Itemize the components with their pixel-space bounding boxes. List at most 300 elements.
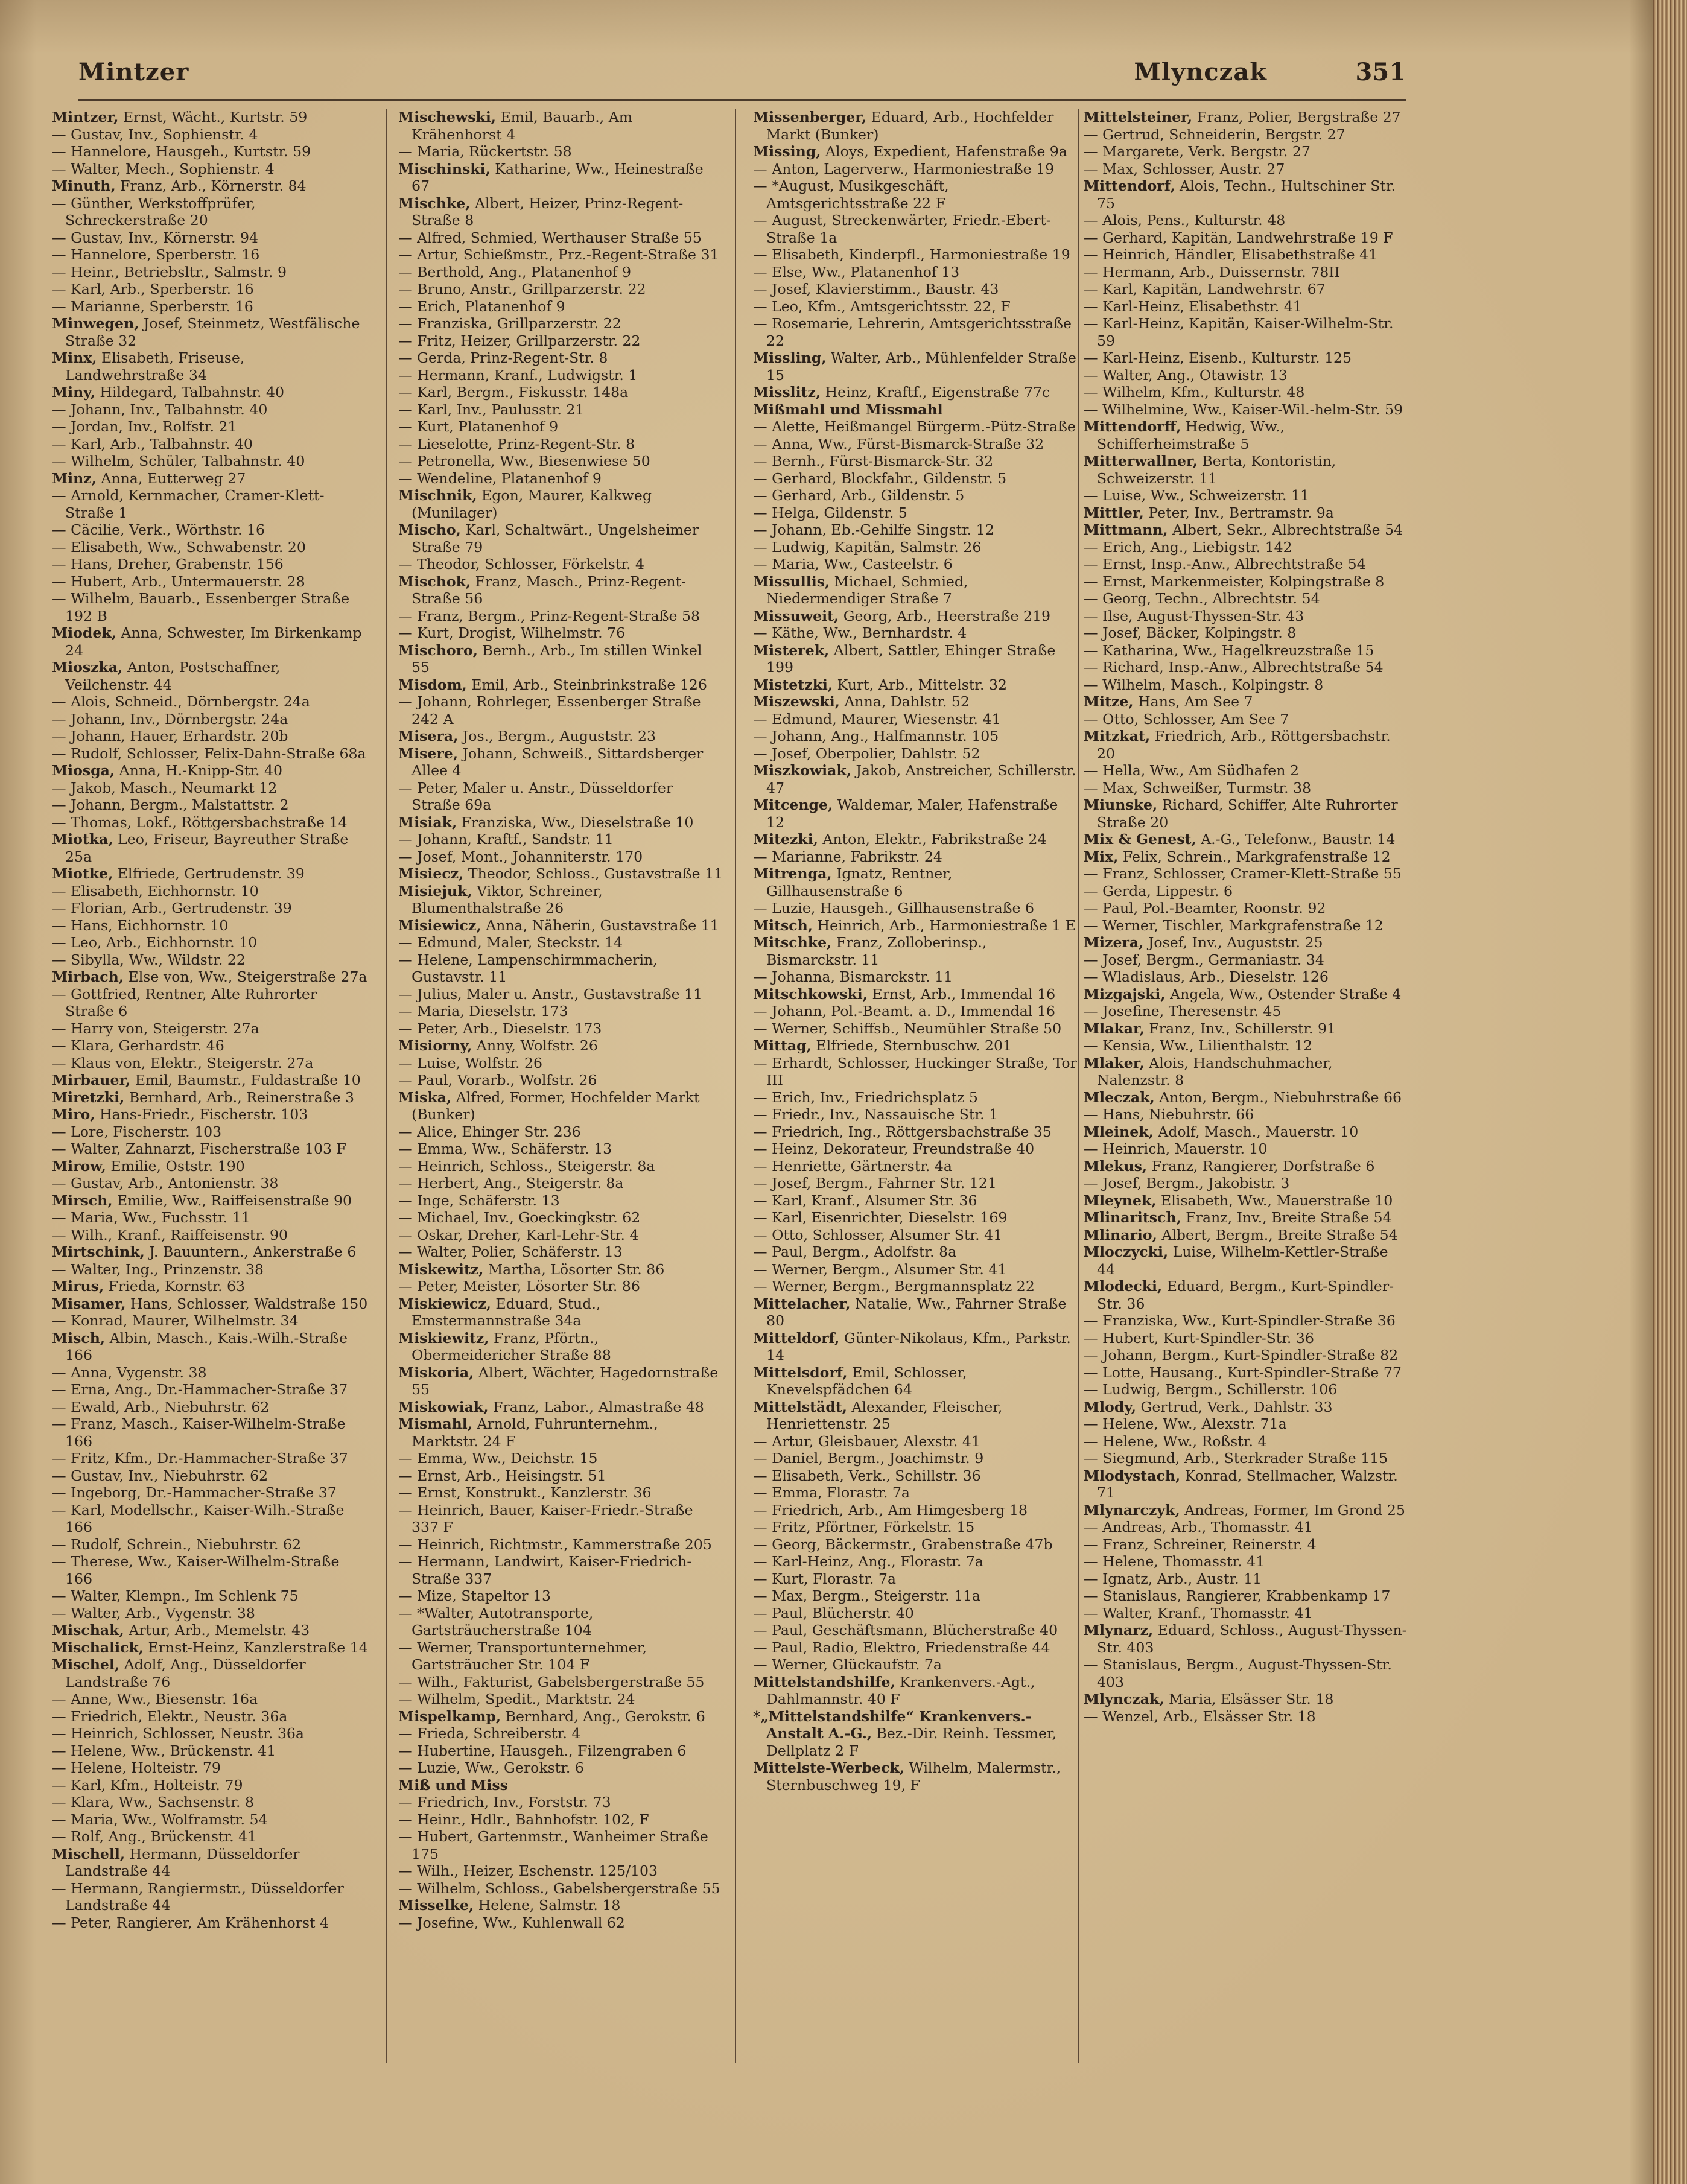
directory-entry: — Stanislaus, Bergm., August-Thyssen-Str. 403 — [1084, 1656, 1392, 1690]
directory-entry: Mlynarczyk, Andreas, Former, Im Grond 25 — [1084, 1501, 1405, 1519]
directory-entry: — Johann, Ang., Halfmannstr. 105 — [753, 728, 999, 744]
directory-entry: Minz, Anna, Eutterweg 27 — [52, 469, 246, 487]
directory-entry: — Georg, Techn., Albrechtstr. 54 — [1084, 590, 1320, 607]
directory-entry: Misiak, Franziska, Ww., Dieselstraße 10 — [398, 813, 694, 831]
directory-entry: — Herbert, Ang., Steigerstr. 8a — [398, 1175, 624, 1192]
directory-entry: Miskiewicz, Eduard, Stud., Emstermannstraße 34a — [398, 1295, 601, 1329]
directory-entry: — Johann, Bergm., Malstattstr. 2 — [52, 796, 289, 813]
directory-entry: — Siegmund, Arb., Sterkrader Straße 115 — [1084, 1450, 1388, 1467]
page-edges — [1653, 0, 1687, 2184]
directory-entry: — Johanna, Bismarckstr. 11 — [753, 968, 953, 985]
directory-entry: — Jordan, Inv., Rolfstr. 21 — [52, 418, 237, 435]
directory-entry: — Gerhard, Kapitän, Landwehrstraße 19 F — [1084, 229, 1393, 246]
directory-entry: Mix, Felix, Schrein., Markgrafenstraße 12 — [1084, 848, 1391, 865]
directory-entry: Miodek, Anna, Schwester, Im Birkenkamp 24 — [52, 624, 362, 659]
directory-entry: Mitteldorf, Günter-Nikolaus, Kfm., Parkstr. 14 — [753, 1329, 1071, 1363]
directory-entry: Mistetzki, Kurt, Arb., Mittelstr. 32 — [753, 676, 1008, 693]
directory-entry: — Julius, Maler u. Anstr., Gustavstraße 11 — [398, 985, 703, 1003]
directory-entry: Missullis, Michael, Schmied, Niedermendiger Straße 7 — [753, 573, 968, 607]
directory-entry: Mirbach, Else von, Ww., Steigerstraße 27a — [52, 968, 367, 985]
directory-entry: Misselke, Helene, Salmstr. 18 — [398, 1897, 621, 1914]
directory-entry: Mirtschink, J. Bauuntern., Ankerstraße 6 — [52, 1243, 357, 1260]
directory-entry: Mitezki, Anton, Elektr., Fabrikstraße 24 — [753, 831, 1047, 848]
directory-entry: — Maria, Rückertstr. 58 — [398, 143, 572, 160]
directory-entry: Misch, Albin, Masch., Kais.-Wilh.-Straße 166 — [52, 1329, 348, 1363]
gutter-shadow — [1629, 0, 1653, 2184]
page-number: 351 — [1355, 58, 1406, 86]
directory-entry: Mischak, Artur, Arb., Memelstr. 43 — [52, 1622, 310, 1639]
directory-entry: — Max, Schlosser, Austr. 27 — [1084, 160, 1285, 177]
directory-entry: — Gertrud, Schneiderin, Bergstr. 27 — [1084, 125, 1345, 143]
directory-entry: Miska, Alfred, Former, Hochfelder Markt (Bunker) — [398, 1088, 700, 1123]
directory-entry: — Erna, Ang., Dr.-Hammacher-Straße 37 — [52, 1381, 348, 1398]
directory-entry: Miotke, Elfriede, Gertrudenstr. 39 — [52, 865, 305, 882]
directory-entry: — Otto, Schlosser, Alsumer Str. 41 — [753, 1226, 1003, 1243]
directory-entry: — Luzie, Hausgeh., Gillhausenstraße 6 — [753, 900, 1034, 916]
directory-entry: — Wilhelm, Spedit., Marktstr. 24 — [398, 1690, 635, 1707]
directory-entry: — Klara, Ww., Sachsenstr. 8 — [52, 1794, 255, 1811]
directory-entry: — Maria, Dieselstr. 173 — [398, 1003, 568, 1020]
directory-entry: Mlinaritsch, Franz, Inv., Breite Straße 54 — [1084, 1209, 1392, 1226]
directory-entry: Minx, Elisabeth, Friseuse, Landwehrstraße 34 — [52, 349, 245, 384]
directory-entry: Mischel, Adolf, Ang., Düsseldorfer Landstraße 76 — [52, 1656, 306, 1690]
directory-entry: Missuweit, Georg, Arb., Heerstraße 219 — [753, 607, 1050, 624]
directory-entry: — Rosemarie, Lehrerin, Amtsgerichtsstraße 22 — [753, 315, 1072, 349]
directory-entry: Mizera, Josef, Inv., Auguststr. 25 — [1084, 934, 1323, 951]
directory-entry: — Paul, Radio, Elektro, Friedenstraße 44 — [753, 1639, 1050, 1656]
directory-entry: Missenberger, Eduard, Arb., Hochfelder Markt (Bunker) — [753, 109, 1054, 143]
directory-entry: — Gustav, Inv., Körnerstr. 94 — [52, 229, 259, 246]
directory-entry: Misslitz, Heinz, Kraftf., Eigenstraße 77c — [753, 384, 1050, 401]
directory-entry: — Artur, Schießmstr., Prz.-Regent-Straße 31 — [398, 246, 719, 263]
directory-entry: — Hermann, Rangiermstr., Düsseldorfer Landstraße 44 — [52, 1879, 344, 1914]
directory-entry: *„Mittelstandshilfe“ Krankenvers.-Anstalt A.-G., Bez.-Dir. Reinh. Tessmer, Dellplatz 2 F — [753, 1707, 1057, 1759]
directory-entry: Misiejuk, Viktor, Schreiner, Blumenthalstraße 26 — [398, 882, 603, 916]
directory-entry: Misdom, Emil, Arb., Steinbrinkstraße 126 — [398, 676, 707, 693]
directory-entry: — Karl, Eisenrichter, Dieselstr. 169 — [753, 1209, 1008, 1226]
directory-entry: Miskewitz, Martha, Lösorter Str. 86 — [398, 1260, 665, 1278]
directory-entry: — Max, Schweißer, Turmstr. 38 — [1084, 779, 1312, 796]
directory-entry: — Luzie, Ww., Gerokstr. 6 — [398, 1759, 584, 1776]
directory-entry: Mittelstandshilfe, Krankenvers.-Agt., Dahlmannstr. 40 F — [753, 1673, 1035, 1707]
directory-entry: Miretzki, Bernhard, Arb., Reinerstraße 3 — [52, 1088, 355, 1106]
directory-entry: — Karl-Heinz, Ang., Florastr. 7a — [753, 1553, 983, 1570]
directory-entry: Mispelkamp, Bernhard, Ang., Gerokstr. 6 — [398, 1707, 705, 1725]
directory-entry: — Paul, Vorarb., Wolfstr. 26 — [398, 1071, 597, 1088]
directory-entry: — Walter, Mech., Sophienstr. 4 — [52, 160, 275, 177]
directory-entry: — Erich, Platanenhof 9 — [398, 297, 565, 315]
directory-entry: Mittelste-Werbeck, Wilhelm, Malermstr., Sternbuschweg 19, F — [753, 1759, 1061, 1794]
directory-entry: — Anton, Lagerverw., Harmoniestraße 19 — [753, 160, 1055, 177]
directory-entry: — Walter, Ang., Otawistr. 13 — [1084, 366, 1288, 384]
directory-entry: — Peter, Arb., Dieselstr. 173 — [398, 1020, 602, 1037]
directory-entry: Misere, Johann, Schweiß., Sittardsberger Allee 4 — [398, 744, 704, 779]
directory-entry: — Lotte, Hausang., Kurt-Spindler-Straße 77 — [1084, 1363, 1402, 1381]
directory-entry: — Gerda, Lippestr. 6 — [1084, 882, 1233, 900]
directory-entry: Mleinek, Adolf, Masch., Mauerstr. 10 — [1084, 1123, 1359, 1140]
directory-entry: — *Walter, Autotransporte, Gartsträucherstraße 104 — [398, 1604, 594, 1639]
directory-entry: — Heinrich, Bauer, Kaiser-Friedr.-Straße 337 F — [398, 1501, 693, 1535]
directory-entry: Mittelsteiner, Franz, Polier, Bergstraße 27 — [1084, 109, 1401, 125]
directory-entry: — Harry von, Steigerstr. 27a — [52, 1020, 259, 1037]
directory-entry: — Bernh., Fürst-Bismarck-Str. 32 — [753, 452, 994, 469]
directory-entry: — Heinrich, Händler, Elisabethstraße 41 — [1084, 246, 1378, 263]
directory-entry: — Cäcilie, Verk., Wörthstr. 16 — [52, 521, 265, 538]
directory-entry: — Wilhelm, Masch., Kolpingstr. 8 — [1084, 676, 1324, 693]
directory-entry: — Karl-Heinz, Kapitän, Kaiser-Wilhelm-Str. 59 — [1084, 315, 1394, 349]
directory-entry: — Lieselotte, Prinz-Regent-Str. 8 — [398, 435, 635, 452]
directory-entry: — Gustav, Inv., Niebuhrstr. 62 — [52, 1467, 268, 1484]
directory-entry: — Kensia, Ww., Lilienthalstr. 12 — [1084, 1037, 1313, 1054]
header-rule — [78, 99, 1406, 101]
directory-entry: — Kurt, Platanenhof 9 — [398, 418, 559, 435]
directory-entry: — Walter, Klempn., Im Schlenk 75 — [52, 1587, 299, 1604]
directory-entry: — Walter, Arb., Vygenstr. 38 — [52, 1604, 255, 1622]
directory-entry: Mitcenge, Waldemar, Maler, Hafenstraße 12 — [753, 796, 1058, 831]
directory-entry: — Karl, Inv., Paulusstr. 21 — [398, 401, 585, 418]
directory-entry: Miszewski, Anna, Dahlstr. 52 — [753, 693, 970, 710]
directory-entry: — Friedrich, Arb., Am Himgesberg 18 — [753, 1501, 1028, 1519]
directory-entry: — Anna, Vygenstr. 38 — [52, 1363, 207, 1381]
directory-entry: Mittelsdorf, Emil, Schlosser, Knevelspfädchen 64 — [753, 1363, 967, 1398]
directory-entry: Misera, Jos., Bergm., Auguststr. 23 — [398, 728, 656, 744]
directory-entry: Mlynczak, Maria, Elsässer Str. 18 — [1084, 1690, 1334, 1707]
directory-entry: — Friedrich, Inv., Forststr. 73 — [398, 1794, 611, 1811]
directory-entry: Mischalick, Ernst-Heinz, Kanzlerstraße 14 — [52, 1639, 368, 1656]
directory-entry: Miosga, Anna, H.-Knipp-Str. 40 — [52, 762, 283, 779]
column-divider — [735, 109, 736, 2063]
directory-entry: Miskiewitz, Franz, Pförtn., Obermeidericher Straße 88 — [398, 1329, 611, 1363]
directory-entry: Miß und Miss — [398, 1776, 508, 1794]
directory-entry: — Jakob, Masch., Neumarkt 12 — [52, 779, 278, 796]
directory-entry: — Richard, Insp.-Anw., Albrechtstraße 54 — [1084, 659, 1384, 676]
directory-entry: Mittendorf, Alois, Techn., Hultschiner Str. 75 — [1084, 177, 1396, 212]
directory-entry: — Hermann, Arb., Duissernstr. 78II — [1084, 263, 1340, 281]
directory-entry: — Helene, Thomasstr. 41 — [1084, 1553, 1265, 1570]
directory-entry: — Werner, Tischler, Markgrafenstraße 12 — [1084, 916, 1384, 934]
directory-entry: — Gerhard, Arb., Gildenstr. 5 — [753, 487, 965, 504]
directory-entry: — Friedrich, Ing., Röttgersbachstraße 35 — [753, 1123, 1052, 1140]
directory-entry: Missing, Aloys, Expedient, Hafenstraße 9a — [753, 143, 1067, 160]
directory-entry: — Johann, Inv., Dörnbergstr. 24a — [52, 710, 288, 728]
directory-entry: — Heinrich, Schloss., Steigerstr. 8a — [398, 1157, 655, 1175]
directory-entry: — Andreas, Arb., Thomasstr. 41 — [1084, 1519, 1313, 1535]
directory-entry: — Josef, Oberpolier, Dahlstr. 52 — [753, 744, 980, 762]
directory-entry: — Josef, Bergm., Jakobistr. 3 — [1084, 1175, 1290, 1192]
directory-entry: — Wilhelm, Kfm., Kulturstr. 48 — [1084, 384, 1305, 401]
directory-entry: Mlaker, Alois, Handschuhmacher, Nalenzstr. 8 — [1084, 1054, 1333, 1088]
directory-entry: — Gustav, Arb., Antonienstr. 38 — [52, 1175, 279, 1192]
running-head — [78, 58, 1406, 94]
directory-entry: — August, Streckenwärter, Friedr.-Ebert-Straße 1a — [753, 212, 1051, 246]
directory-entry: — *August, Musikgeschäft, Amtsgerichtsstraße 22 F — [753, 177, 949, 212]
directory-entry: — Rudolf, Schrein., Niebuhrstr. 62 — [52, 1535, 302, 1553]
directory-entry: — Elisabeth, Ww., Schwabenstr. 20 — [52, 538, 306, 556]
directory-entry: — Hubert, Arb., Untermauerstr. 28 — [52, 573, 305, 590]
directory-entry: Mittelstädt, Alexander, Fleischer, Henriettenstr. 25 — [753, 1398, 1003, 1432]
directory-entry: — Marianne, Fabrikstr. 24 — [753, 848, 942, 865]
column-divider — [386, 109, 387, 2063]
directory-entry: — Fritz, Pförtner, Förkelstr. 15 — [753, 1519, 975, 1535]
directory-entry: — Johann, Bergm., Kurt-Spindler-Straße 82 — [1084, 1347, 1399, 1363]
directory-entry: — Elisabeth, Eichhornstr. 10 — [52, 882, 259, 900]
directory-entry: — Mize, Stapeltor 13 — [398, 1587, 551, 1604]
directory-entry: — Rolf, Ang., Brückenstr. 41 — [52, 1828, 257, 1845]
directory-entry: Misiewicz, Anna, Näherin, Gustavstraße 11 — [398, 916, 719, 934]
directory-entry: — Johann, Inv., Talbahnstr. 40 — [52, 401, 268, 418]
directory-entry: Mitschke, Franz, Zolloberinsp., Bismarckstr. 11 — [753, 934, 987, 968]
directory-entry: Miny, Hildegard, Talbahnstr. 40 — [52, 384, 285, 401]
directory-entry: Mirow, Emilie, Oststr. 190 — [52, 1157, 245, 1175]
directory-entry: Miotka, Leo, Friseur, Bayreuther Straße 25a — [52, 831, 349, 865]
directory-entry: — Franz, Schlosser, Cramer-Klett-Straße 55 — [1084, 865, 1402, 882]
directory-entry: — Walter, Polier, Schäferstr. 13 — [398, 1243, 623, 1260]
directory-entry: — Wendeline, Platanenhof 9 — [398, 469, 602, 487]
directory-entry: — Therese, Ww., Kaiser-Wilhelm-Straße 166 — [52, 1553, 340, 1587]
directory-entry: Mleczak, Anton, Bergm., Niebuhrstraße 66 — [1084, 1088, 1402, 1106]
directory-entry: — Wilhelmine, Ww., Kaiser-Wil.-helm-Str. 59 — [1084, 401, 1403, 418]
directory-entry: — Josef, Mont., Johanniterstr. 170 — [398, 848, 643, 865]
directory-entry: — Karl, Kfm., Holteistr. 79 — [52, 1776, 243, 1794]
running-head-last-name: Mlynczak — [1134, 58, 1267, 86]
directory-entry: — Else, Ww., Platanenhof 13 — [753, 263, 960, 281]
directory-entry: — Karl-Heinz, Eisenb., Kulturstr. 125 — [1084, 349, 1352, 366]
directory-entry: — Josef, Bergm., Fahrner Str. 121 — [753, 1175, 997, 1192]
running-head-first-name: Mintzer — [78, 58, 189, 86]
directory-entry: — Hubert, Gartenmstr., Wanheimer Straße 175 — [398, 1828, 708, 1862]
directory-entry: — Helene, Holteistr. 79 — [52, 1759, 221, 1776]
directory-entry: — Hubertine, Hausgeh., Filzengraben 6 — [398, 1742, 687, 1759]
directory-entry: Minwegen, Josef, Steinmetz, Westfälische Straße 32 — [52, 315, 360, 349]
directory-entry: — Karl, Arb., Talbahnstr. 40 — [52, 435, 253, 452]
directory-entry: — Ernst, Insp.-Anw., Albrechtstraße 54 — [1084, 556, 1366, 573]
directory-entry: — Ignatz, Arb., Austr. 11 — [1084, 1570, 1262, 1587]
directory-entry: Mittmann, Albert, Sekr., Albrechtstraße 54 — [1084, 521, 1403, 538]
directory-entry: Mirsch, Emilie, Ww., Raiffeisenstraße 90 — [52, 1192, 352, 1209]
directory-entry: — Ernst, Konstrukt., Kanzlerstr. 36 — [398, 1484, 652, 1501]
directory-entry: Mirus, Frieda, Kornstr. 63 — [52, 1278, 245, 1295]
directory-entry: — Emma, Florastr. 7a — [753, 1484, 910, 1501]
directory-entry: — Käthe, Ww., Bernhardstr. 4 — [753, 624, 967, 641]
directory-entry: Misiecz, Theodor, Schloss., Gustavstraße 11 — [398, 865, 723, 882]
directory-entry: — Max, Bergm., Steigerstr. 11a — [753, 1587, 981, 1604]
directory-entry: — Ilse, August-Thyssen-Str. 43 — [1084, 607, 1304, 624]
directory-entry: Mismahl, Arnold, Fuhrunternehm., Marktstr. 24 F — [398, 1415, 658, 1450]
directory-entry: — Gottfried, Rentner, Alte Ruhrorter Straße 6 — [52, 985, 317, 1020]
directory-entry: — Werner, Glückaufstr. 7a — [753, 1656, 942, 1673]
directory-entry: — Josef, Bergm., Germaniastr. 34 — [1084, 951, 1324, 968]
directory-entry: Mintzer, Ernst, Wächt., Kurtstr. 59 — [52, 109, 308, 125]
directory-entry: Mlinario, Albert, Bergm., Breite Straße 54 — [1084, 1226, 1398, 1243]
directory-entry: — Kurt, Florastr. 7a — [753, 1570, 896, 1587]
directory-entry: — Elisabeth, Kinderpfl., Harmoniestraße 19 — [753, 246, 1070, 263]
directory-entry: — Maria, Ww., Wolframstr. 54 — [52, 1811, 268, 1828]
directory-entry: — Otto, Schlosser, Am See 7 — [1084, 710, 1289, 728]
directory-entry: — Heinrich, Mauerstr. 10 — [1084, 1140, 1268, 1157]
directory-entry: — Paul, Pol.-Beamter, Roonstr. 92 — [1084, 900, 1326, 916]
column-divider — [1078, 109, 1079, 2063]
directory-entry: Mlynarz, Eduard, Schloss., August-Thyssen-Str. 403 — [1084, 1622, 1407, 1656]
directory-entry: Minuth, Franz, Arb., Körnerstr. 84 — [52, 177, 307, 194]
directory-entry: — Wilh., Fakturist, Gabelsbergerstraße 55 — [398, 1673, 705, 1690]
directory-entry: Miunske, Richard, Schiffer, Alte Ruhrorter Straße 20 — [1084, 796, 1398, 831]
directory-entry: Miskoria, Albert, Wächter, Hagedornstraße 55 — [398, 1363, 719, 1398]
directory-entry: — Kurt, Drogist, Wilhelmstr. 76 — [398, 624, 626, 641]
directory-entry: — Friedr., Inv., Nassauische Str. 1 — [753, 1106, 999, 1123]
directory-entry: — Heinz, Dekorateur, Freundstraße 40 — [753, 1140, 1035, 1157]
directory-entry: — Josefine, Ww., Kuhlenwall 62 — [398, 1914, 625, 1931]
directory-entry: — Konrad, Maurer, Wilhelmstr. 34 — [52, 1312, 299, 1329]
directory-entry: Miskowiak, Franz, Labor., Almastraße 48 — [398, 1398, 704, 1415]
directory-entry: — Ernst, Arb., Heisingstr. 51 — [398, 1467, 606, 1484]
directory-entry: — Fritz, Kfm., Dr.-Hammacher-Straße 37 — [52, 1450, 348, 1467]
directory-entry: — Karl-Heinz, Elisabethstr. 41 — [1084, 297, 1302, 315]
directory-entry: — Franz, Bergm., Prinz-Regent-Straße 58 — [398, 607, 700, 624]
directory-entry: — Michael, Inv., Goeckingkstr. 62 — [398, 1209, 641, 1226]
directory-entry: Mitsch, Heinrich, Arb., Harmoniestraße 1 E — [753, 916, 1076, 934]
directory-entry: — Paul, Blücherstr. 40 — [753, 1604, 914, 1622]
directory-entry: — Karl, Bergm., Fiskusstr. 148a — [398, 384, 629, 401]
directory-entry: — Frieda, Schreiberstr. 4 — [398, 1725, 581, 1742]
directory-entry: — Peter, Rangierer, Am Krähenhorst 4 — [52, 1914, 329, 1931]
directory-entry: — Lore, Fischerstr. 103 — [52, 1123, 222, 1140]
directory-entry: — Edmund, Maler, Steckstr. 14 — [398, 934, 623, 951]
directory-entry: — Alois, Pens., Kulturstr. 48 — [1084, 212, 1286, 229]
directory-entry: — Karl, Modellschr., Kaiser-Wilh.-Straße 166 — [52, 1501, 345, 1535]
directory-entry: — Ludwig, Kapitän, Salmstr. 26 — [753, 538, 982, 556]
directory-entry: — Peter, Meister, Lösorter Str. 86 — [398, 1278, 640, 1295]
directory-entry: — Ewald, Arb., Niebuhrstr. 62 — [52, 1398, 270, 1415]
directory-entry: — Fritz, Heizer, Grillparzerstr. 22 — [398, 332, 641, 349]
directory-entry: Misterek, Albert, Sattler, Ehinger Straße 199 — [753, 641, 1056, 676]
directory-entry: — Johann, Hauer, Erhardstr. 20b — [52, 728, 288, 744]
directory-entry: — Franziska, Grillparzerstr. 22 — [398, 315, 621, 332]
directory-entry: Mitze, Hans, Am See 7 — [1084, 693, 1253, 710]
directory-entry: — Wilh., Heizer, Eschenstr. 125/103 — [398, 1862, 658, 1879]
directory-entry: — Wenzel, Arb., Elsässer Str. 18 — [1084, 1707, 1316, 1725]
directory-entry: — Helene, Ww., Brückenstr. 41 — [52, 1742, 276, 1759]
directory-entry: — Wladislaus, Arb., Dieselstr. 126 — [1084, 968, 1329, 985]
directory-entry: Mischke, Albert, Heizer, Prinz-Regent-Straße 8 — [398, 194, 684, 229]
directory-entry: — Wilhelm, Bauarb., Essenberger Straße 192 B — [52, 590, 350, 624]
directory-entry: Mischinski, Katharine, Ww., Heinestraße 67 — [398, 160, 704, 194]
directory-entry: — Luise, Wolfstr. 26 — [398, 1054, 543, 1071]
directory-entry: Mitzkat, Friedrich, Arb., Röttgersbachstr. 20 — [1084, 728, 1391, 762]
directory-entry: — Helga, Gildenstr. 5 — [753, 504, 907, 521]
directory-entry: — Ernst, Markenmeister, Kolpingstraße 8 — [1084, 573, 1385, 590]
directory-entry: — Daniel, Bergm., Joachimstr. 9 — [753, 1450, 984, 1467]
directory-entry: — Thomas, Lokf., Röttgersbachstraße 14 — [52, 813, 348, 831]
directory-entry: — Erich, Inv., Friedrichsplatz 5 — [753, 1088, 978, 1106]
directory-entry: Mitrenga, Ignatz, Rentner, Gillhausenstraße 6 — [753, 865, 953, 900]
directory-entry: — Friedrich, Elektr., Neustr. 36a — [52, 1707, 288, 1725]
directory-entry: — Werner, Bergm., Alsumer Str. 41 — [753, 1260, 1007, 1278]
directory-entry: — Franz, Schreiner, Reinerstr. 4 — [1084, 1535, 1317, 1553]
directory-entry: — Alette, Heißmangel Bürgerm.-Pütz-Straße — [753, 418, 1076, 435]
directory-entry: Mischok, Franz, Masch., Prinz-Regent-Straße 56 — [398, 573, 687, 607]
column-2 — [398, 109, 724, 2063]
directory-entry: — Anna, Ww., Fürst-Bismarck-Straße 32 — [753, 435, 1044, 452]
directory-entry: — Hubert, Kurt-Spindler-Str. 36 — [1084, 1329, 1314, 1347]
directory-entry: Mlekus, Franz, Rangierer, Dorfstraße 6 — [1084, 1157, 1375, 1175]
directory-entry: — Margarete, Verk. Bergstr. 27 — [1084, 143, 1311, 160]
directory-entry: — Franz, Masch., Kaiser-Wilhelm-Straße 166 — [52, 1415, 346, 1450]
directory-entry: Mischnik, Egon, Maurer, Kalkweg (Munilager) — [398, 487, 652, 521]
directory-entry: — Hannelore, Sperberstr. 16 — [52, 246, 260, 263]
directory-entry: — Heinr., Betriebsltr., Salmstr. 9 — [52, 263, 287, 281]
directory-entry: Mittler, Peter, Inv., Bertramstr. 9a — [1084, 504, 1334, 521]
directory-entry: — Petronella, Ww., Biesenwiese 50 — [398, 452, 650, 469]
directory-entry: Misiorny, Anny, Wolfstr. 26 — [398, 1037, 598, 1054]
directory-entry: — Maria, Ww., Fuchsstr. 11 — [52, 1209, 250, 1226]
column-4 — [1084, 109, 1409, 2063]
directory-entry: — Hans, Eichhornstr. 10 — [52, 916, 229, 934]
directory-entry: — Hella, Ww., Am Südhafen 2 — [1084, 762, 1299, 779]
directory-entry: — Sibylla, Ww., Wildstr. 22 — [52, 951, 246, 968]
directory-entry: Miro, Hans-Friedr., Fischerstr. 103 — [52, 1106, 308, 1123]
directory-entry: — Alice, Ehinger Str. 236 — [398, 1123, 581, 1140]
directory-entry: — Hermann, Kranf., Ludwigstr. 1 — [398, 366, 638, 384]
directory-entry: — Karl, Kapitän, Landwehrstr. 67 — [1084, 281, 1326, 297]
directory-entry: Mizgajski, Angela, Ww., Ostender Straße 4 — [1084, 985, 1402, 1003]
directory-entry: — Werner, Bergm., Bergmannsplatz 22 — [753, 1278, 1035, 1295]
column-3 — [753, 109, 1079, 2063]
directory-entry: — Walter, Kranf., Thomasstr. 41 — [1084, 1604, 1313, 1622]
directory-entry: — Gerda, Prinz-Regent-Str. 8 — [398, 349, 608, 366]
directory-entry: Missling, Walter, Arb., Mühlenfelder Straße 15 — [753, 349, 1076, 384]
directory-entry: Mischoro, Bernh., Arb., Im stillen Winkel 55 — [398, 641, 702, 676]
directory-entry: — Georg, Bäckermstr., Grabenstraße 47b — [753, 1535, 1053, 1553]
directory-entry: — Edmund, Maurer, Wiesenstr. 41 — [753, 710, 1001, 728]
directory-entry: — Werner, Transportunternehmer, Gartsträucher Str. 104 F — [398, 1639, 647, 1673]
column-1 — [52, 109, 368, 2063]
directory-entry: — Ingeborg, Dr.-Hammacher-Straße 37 — [52, 1484, 337, 1501]
directory-entry: — Alfred, Schmied, Werthauser Straße 55 — [398, 229, 702, 246]
directory-entry: — Johann, Kraftf., Sandstr. 11 — [398, 831, 614, 848]
directory-entry: — Hans, Dreher, Grabenstr. 156 — [52, 556, 284, 573]
directory-entry: Mloczycki, Luise, Wilhelm-Kettler-Straße 44 — [1084, 1243, 1388, 1278]
directory-entry: — Theodor, Schlosser, Förkelstr. 4 — [398, 556, 645, 573]
directory-entry: — Karl, Arb., Sperberstr. 16 — [52, 281, 254, 297]
directory-entry: — Ludwig, Bergm., Schillerstr. 106 — [1084, 1381, 1338, 1398]
directory-entry: Mittelacher, Natalie, Ww., Fahrner Straße 80 — [753, 1295, 1067, 1329]
directory-entry: Mittag, Elfriede, Sternbuschw. 201 — [753, 1037, 1012, 1054]
directory-entry: — Luise, Ww., Schweizerstr. 11 — [1084, 487, 1309, 504]
directory-entry: Mißmahl und Missmahl — [753, 401, 943, 418]
directory-entry: — Henriette, Gärtnerstr. 4a — [753, 1157, 953, 1175]
directory-entry: — Emma, Ww., Schäferstr. 13 — [398, 1140, 612, 1157]
directory-entry: — Artur, Gleisbauer, Alexstr. 41 — [753, 1432, 980, 1450]
directory-entry: — Stanislaus, Rangierer, Krabbenkamp 17 — [1084, 1587, 1391, 1604]
directory-entry: — Hermann, Landwirt, Kaiser-Friedrich-Straße 337 — [398, 1553, 692, 1587]
directory-entry: — Heinrich, Richtmstr., Kammerstraße 205 — [398, 1535, 712, 1553]
directory-entry: — Gerhard, Blockfahr., Gildenstr. 5 — [753, 469, 1007, 487]
directory-entry: — Helene, Ww., Roßstr. 4 — [1084, 1432, 1267, 1450]
directory-entry: — Anne, Ww., Biesenstr. 16a — [52, 1690, 258, 1707]
directory-entry: — Wilhelm, Schüler, Talbahnstr. 40 — [52, 452, 305, 469]
directory-entry: — Paul, Bergm., Adolfstr. 8a — [753, 1243, 957, 1260]
directory-entry: — Rudolf, Schlosser, Felix-Dahn-Straße 68a — [52, 744, 366, 762]
directory-entry: — Peter, Maler u. Anstr., Düsseldorfer Straße 69a — [398, 779, 673, 813]
directory-entry: — Marianne, Sperberstr. 16 — [52, 297, 253, 315]
directory-entry: — Alois, Schneid., Dörnbergstr. 24a — [52, 693, 310, 710]
directory-entry: Mlodystach, Konrad, Stellmacher, Walzstr. 71 — [1084, 1467, 1398, 1501]
directory-entry: — Erhardt, Schlosser, Huckinger Straße, Tor III — [753, 1054, 1077, 1088]
directory-entry: — Johann, Eb.-Gehilfe Singstr. 12 — [753, 521, 994, 538]
directory-entry: Miszkowiak, Jakob, Anstreicher, Schillerstr. 47 — [753, 762, 1076, 796]
directory-entry: — Katharina, Ww., Hagelkreuzstraße 15 — [1084, 641, 1374, 659]
directory-entry: — Franziska, Ww., Kurt-Spindler-Straße 36 — [1084, 1312, 1396, 1329]
